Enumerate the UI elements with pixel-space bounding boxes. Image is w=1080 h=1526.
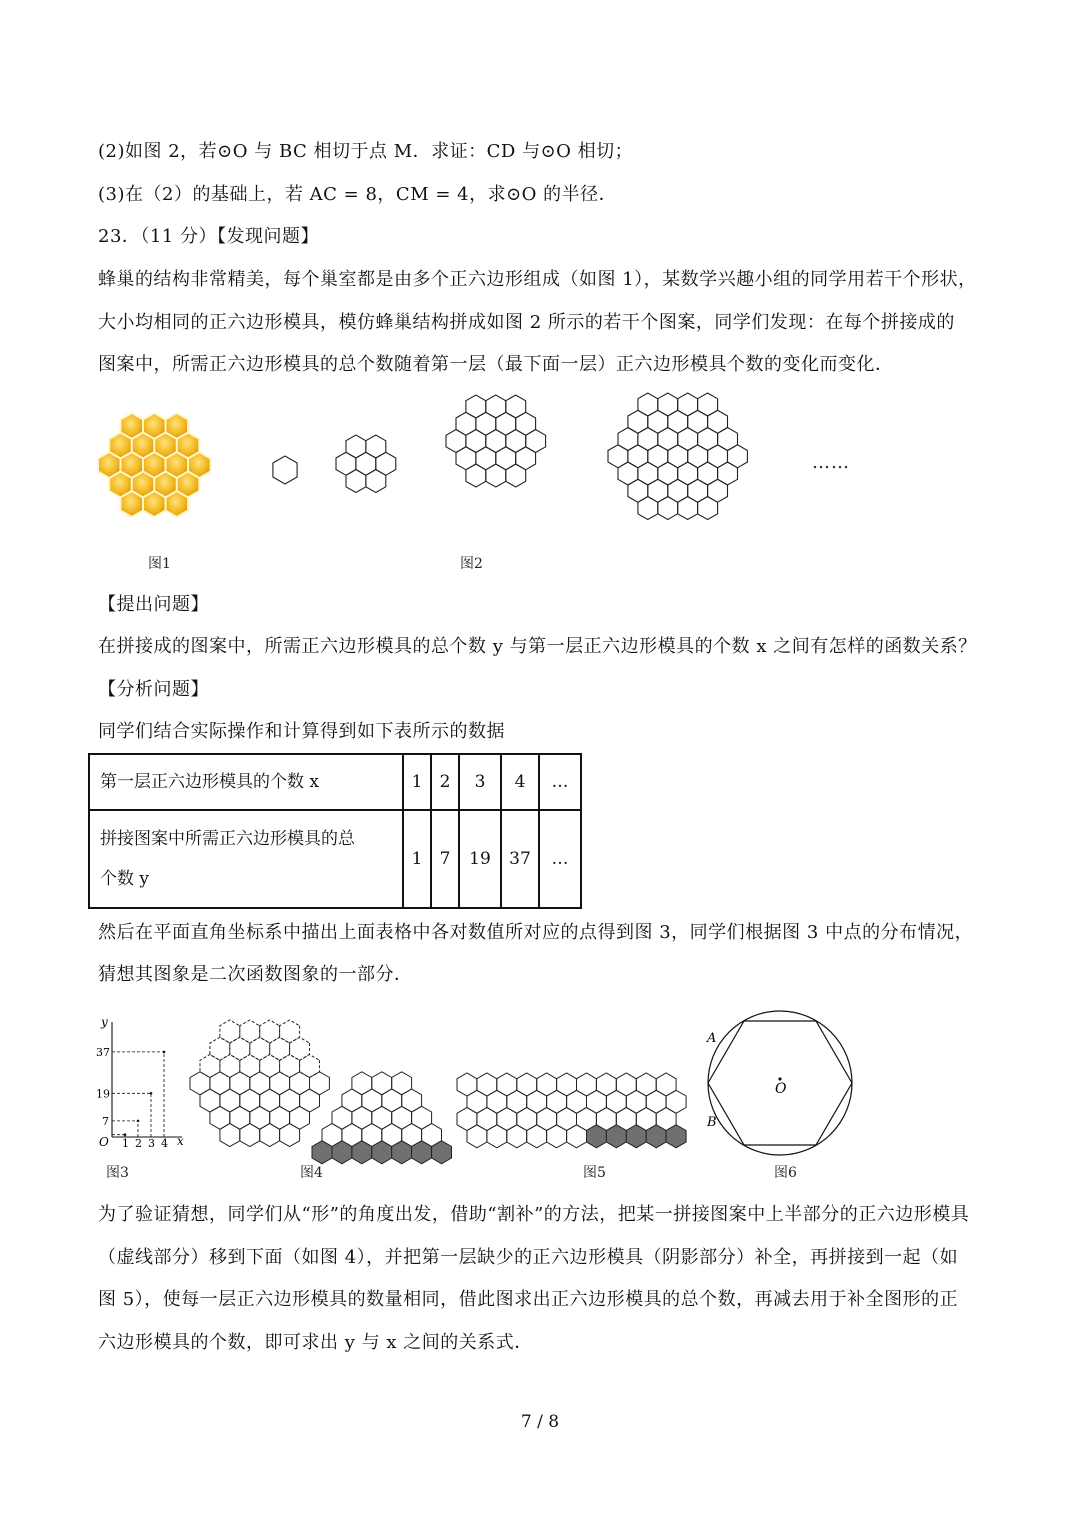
hex-cell <box>486 464 506 487</box>
raise-question-text: 在拼接成的图案中，所需正六边形模具的总个数 y 与第一层正六边形模具的个数 x 之间有怎样的函数关系？ <box>98 636 977 657</box>
analyze-text: 同学们结合实际操作和计算得到如下表所示的数据 <box>98 721 505 742</box>
hex-cell <box>547 1090 567 1113</box>
pattern-ellipsis: …… <box>812 452 850 473</box>
hex-cell <box>626 1090 646 1113</box>
honeycomb-cell <box>143 491 166 517</box>
row-y-label-b: 个数 y <box>100 869 150 889</box>
hex-cell <box>372 1072 392 1095</box>
hex-cell <box>587 1090 607 1113</box>
intro-line-3: 图案中，所需正六边形模具的总个数随着第一层（最下面一层）正六边形模具个数的变化而变化． <box>98 354 894 375</box>
x-tick-label: 1 <box>122 1137 129 1150</box>
verify-line-4: 六边形模具的个数，即可求出 y 与 x 之间的关系式． <box>98 1332 533 1353</box>
hex-cell <box>606 1090 626 1113</box>
y-axis-label: y <box>101 1015 108 1029</box>
hex-cell-shaded <box>312 1141 332 1164</box>
raise-question-title: 【提出问题】 <box>98 594 209 615</box>
hex-cell <box>352 1106 372 1129</box>
after-table-line-2: 猜想其图象是二次函数图象的一部分． <box>98 964 413 985</box>
hex-cell <box>666 1090 686 1113</box>
hex-cell <box>507 1090 527 1113</box>
x-axis-label: x <box>177 1134 184 1148</box>
hex-cell <box>527 1090 547 1113</box>
page-number: 7 / 8 <box>520 1412 560 1432</box>
hex-cell <box>290 1106 310 1129</box>
scatter-figure-3 <box>94 1012 194 1152</box>
data-point <box>124 1133 127 1136</box>
hex-cell-shaded <box>352 1141 372 1164</box>
hex-cell <box>678 497 698 520</box>
hex-cell-shaded <box>606 1125 626 1148</box>
cell-x: … <box>539 754 581 810</box>
hex-cell <box>220 1124 240 1147</box>
cell-y: 1 <box>403 810 431 908</box>
hex-cell-moved <box>250 1037 270 1060</box>
cell-x: 2 <box>431 754 459 810</box>
hex-cell-moved <box>290 1037 310 1060</box>
fig5-caption: 图5 <box>583 1165 606 1181</box>
hex-cell <box>250 1072 270 1095</box>
hex-cell <box>250 1106 270 1129</box>
honeycomb-figure-1 <box>96 405 226 535</box>
cell-x: 3 <box>459 754 501 810</box>
x-tick-label: 4 <box>161 1137 168 1150</box>
hex-cell <box>240 1124 260 1147</box>
analyze-title: 【分析问题】 <box>98 679 209 700</box>
hex-cell-shaded <box>392 1141 412 1164</box>
hex-cell <box>270 1072 290 1095</box>
hex-cell <box>190 1072 210 1095</box>
row-y-label-a: 拼接图案中所需正六边形模具的总 <box>100 829 355 849</box>
cut-and-fill-figure-4 <box>190 1020 460 1150</box>
fig6-caption: 图6 <box>774 1165 797 1181</box>
data-point <box>163 1051 166 1054</box>
fig1-caption: 图1 <box>148 556 171 572</box>
cell-x: 1 <box>403 754 431 810</box>
data-point <box>150 1092 153 1095</box>
cell-y: … <box>539 810 581 908</box>
hex-cell-moved <box>230 1037 250 1060</box>
hex-cell <box>487 1125 507 1148</box>
data-table <box>88 753 582 909</box>
hex-cell-moved <box>270 1037 290 1060</box>
intro-line-2: 大小均相同的正六边形模具，模仿蜂巢结构拼成如图 2 所示的若干个图案，同学们发现：在每个拼接成的 <box>98 312 955 333</box>
hex-cell <box>352 1072 372 1095</box>
origin-label: O <box>99 1135 109 1149</box>
y-tick-label: 7 <box>102 1114 109 1128</box>
x-tick-label: 3 <box>148 1137 155 1150</box>
hex-cell <box>698 497 718 520</box>
hex-cell <box>507 1125 527 1148</box>
hex-cell <box>527 1125 547 1148</box>
center-label: O <box>775 1081 787 1097</box>
fig2-caption: 图2 <box>460 556 483 572</box>
hex-cell <box>638 497 658 520</box>
hex-cell <box>273 456 297 484</box>
hex-cell <box>210 1106 230 1129</box>
hex-cell <box>210 1072 230 1095</box>
point-A-label: A <box>707 1031 717 1046</box>
hex-cell <box>392 1072 412 1095</box>
question-part-2: (2)如图 2，若⊙O 与 BC 相切于点 M．求证：CD 与⊙O 相切； <box>98 141 634 162</box>
hex-cell-shaded <box>626 1125 646 1148</box>
hex-cell <box>547 1125 567 1148</box>
hex-cell <box>260 1124 280 1147</box>
hex-cell <box>658 497 678 520</box>
hex-cell <box>346 470 366 493</box>
hex-cell <box>567 1125 587 1148</box>
hex-cell <box>332 1106 352 1129</box>
hex-cell <box>372 1106 392 1129</box>
cell-y: 19 <box>459 810 501 908</box>
data-point <box>137 1120 140 1123</box>
fig4-caption: 图4 <box>300 1165 323 1181</box>
hex-cell <box>392 1106 412 1129</box>
hex-cell <box>646 1090 666 1113</box>
hex-cell <box>230 1106 250 1129</box>
pattern-1-hex <box>270 455 300 485</box>
pattern-19-hex <box>446 395 566 520</box>
verify-line-1: 为了验证猜想，同学们从“形”的角度出发，借助“割补”的方法，把某一拼接图案中上半部分的正六边形模具 <box>98 1204 970 1225</box>
hex-cell-moved <box>210 1037 230 1060</box>
hex-cell <box>567 1090 587 1113</box>
y-tick-label: 37 <box>96 1045 110 1059</box>
hex-cell <box>280 1124 300 1147</box>
question-23-title: 23．（11 分）【发现问题】 <box>98 226 320 247</box>
verify-line-2: （虚线部分）移到下面（如图 4），并把第一层缺少的正六边形模具（阴影部分）补全，再拼接到一起（如 <box>98 1247 959 1268</box>
honeycomb-cell <box>121 491 144 517</box>
hex-cell <box>466 464 486 487</box>
hex-cell <box>467 1090 487 1113</box>
hex-cell <box>310 1072 330 1095</box>
circle-hexagon-figure-6 <box>705 1008 855 1158</box>
hex-cell-shaded <box>666 1125 686 1148</box>
cell-y: 37 <box>501 810 539 908</box>
hex-cell <box>270 1106 290 1129</box>
intro-line-1: 蜂巢的结构非常精美，每个巢室都是由多个正六边形组成（如图 1），某数学兴趣小组的同学用若干个形状， <box>98 269 977 290</box>
hex-cell <box>230 1072 250 1095</box>
fig3-caption: 图3 <box>106 1165 129 1181</box>
x-tick-label: 2 <box>135 1137 142 1150</box>
rectangle-figure-5 <box>455 1072 705 1152</box>
row-x-label: 第一层正六边形模具的个数 x <box>89 754 403 810</box>
honeycomb-cell <box>166 491 189 517</box>
hex-cell <box>412 1106 432 1129</box>
verify-line-3: 图 5），使每一层正六边形模具的数量相同，借此图求出正六边形模具的总个数，再减去用于补全图形的正 <box>98 1289 959 1310</box>
hex-cell-shaded <box>412 1141 432 1164</box>
row-y-label <box>89 810 403 908</box>
point-B-label: B <box>707 1115 717 1130</box>
hex-cell <box>290 1072 310 1095</box>
hex-cell-shaded <box>587 1125 607 1148</box>
hex-cell-shaded <box>332 1141 352 1164</box>
y-tick-label: 19 <box>96 1087 110 1101</box>
hex-cell <box>366 470 386 493</box>
hex-cell-shaded <box>432 1141 452 1164</box>
cell-y: 7 <box>431 810 459 908</box>
question-part-3: (3)在（2）的基础上，若 AC = 8，CM = 4，求⊙O 的半径． <box>98 184 618 205</box>
hex-cell <box>506 464 526 487</box>
hex-cell-shaded <box>646 1125 666 1148</box>
pattern-7-hex <box>336 433 411 503</box>
hex-cell <box>487 1090 507 1113</box>
after-table-line-1: 然后在平面直角坐标系中描出上面表格中各对数值所对应的点得到图 3，同学们根据图 3 中点的分布情况， <box>98 922 974 943</box>
hex-cell-shaded <box>372 1141 392 1164</box>
cell-x: 4 <box>501 754 539 810</box>
pattern-37-hex <box>606 393 771 543</box>
hex-cell <box>467 1125 487 1148</box>
